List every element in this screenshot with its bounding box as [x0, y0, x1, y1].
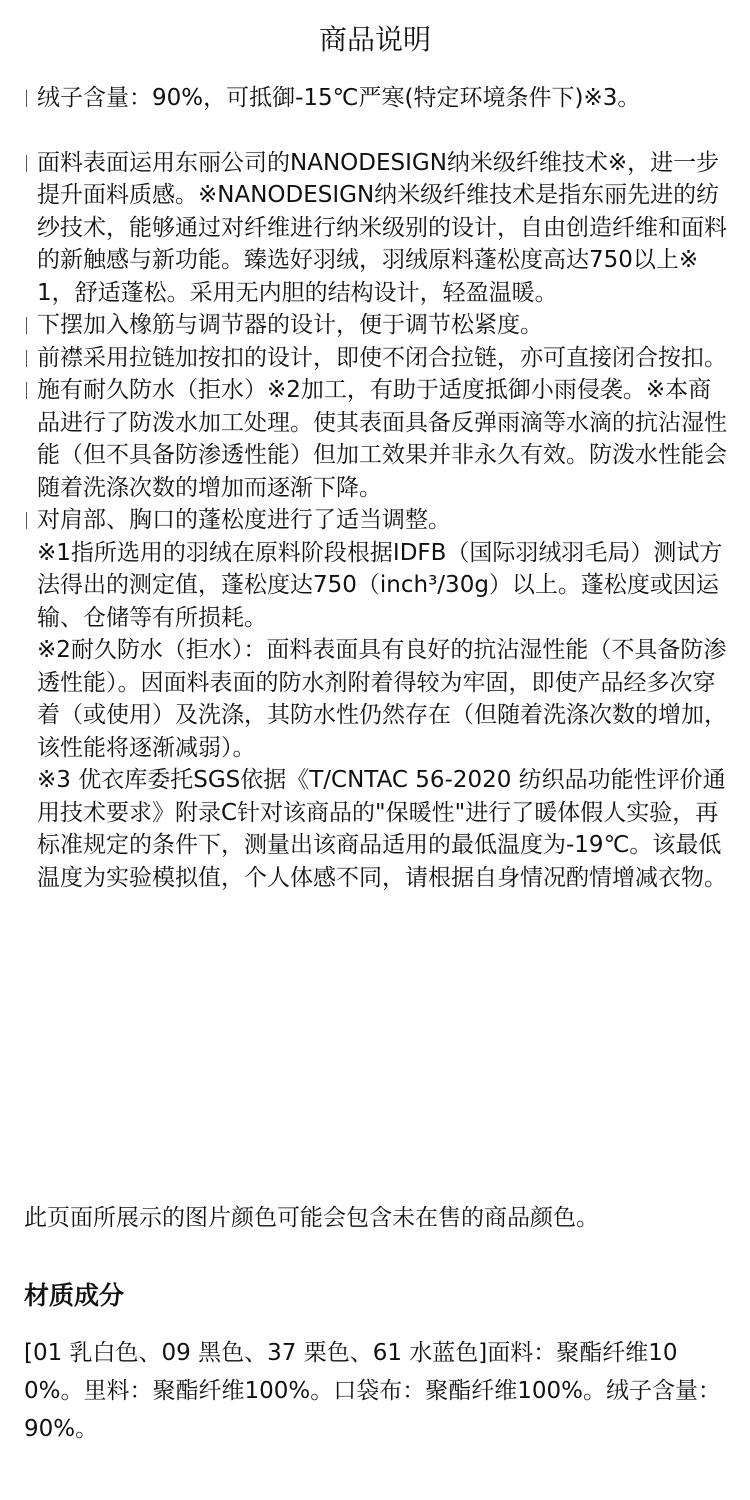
color-disclaimer: 此页面所展示的图片颜色可能会包含未在售的商品颜色。	[24, 1205, 599, 1231]
description-item-hem: 下摆加入橡筋与调节器的设计，便于调节松紧度。	[24, 309, 730, 342]
description-item-nanodesign: 面料表面运用东丽公司的NANODESIGN纳米级纤维技术※，进一步提升面料质感。※NANODESIGN纳米级纤维技术是指东丽先进的纺纱技术，能够通过对纤维进行纳米级别的设计，自由创造纤维和面料的新触感与新功能。臻选好羽绒，羽绒原料蓬松度高达750以上※1，舒适蓬松。采用无内胆的结构设计，轻盈温暖。	[24, 147, 730, 310]
paragraph-spacer	[24, 115, 730, 147]
footnote-1: ※1指所选用的羽绒在原料阶段根据IDFB（国际羽绒羽毛局）测试方法得出的测定值，蓬松度达750（inch³/30g）以上。蓬松度或因运输、仓储等有所损耗。	[37, 539, 723, 631]
description-item-water-repellent: 施有耐久防水（拒水）※2加工，有助于适度抵御小雨侵袭。※本商品进行了防泼水加工处理。使其表面具备反弹雨滴等水滴的抗沾湿性能（但不具备防渗透性能）但加工效果并非永久有效。防泼水性能会随着洗涤次数的增加而逐渐下降。	[24, 374, 730, 504]
footnote-3: ※3 优衣库委托SGS依据《T/CNTAC 56-2020 纺织品功能性评价通用技术要求》附录C针对该商品的"保暖性"进行了暖体假人实验，再标准规定的条件下，测量出该商品适用的最低温度为-19℃。该最低温度为实验模拟值，个人体感不同，请根据自身情况酌情增减衣物。	[37, 767, 727, 891]
material-section-title: 材质成分	[24, 1281, 125, 1310]
description-list	[24, 82, 730, 894]
page-title: 商品说明	[318, 23, 431, 56]
description-item-down-content: 绒子含量：90%，可抵御-15℃严寒(特定环境条件下)※3。	[24, 82, 730, 115]
footnote-2: ※2耐久防水（拒水）：面料表面具有良好的抗沾湿性能（不具备防渗透性能）。因面料表面的防水剂附着得较为牢固，即使产品经多次穿着（或使用）及洗涤，其防水性仍然存在（但随着洗涤次数的增加，该性能将逐渐减弱）。	[37, 637, 727, 761]
material-composition: [01 乳白色、09 黑色、37 栗色、61 水蓝色]面料：聚酯纤维100%。里料：聚酯纤维100%。口袋布：聚酯纤维100%。绒子含量：90%。	[24, 1340, 721, 1442]
description-item-front-placket: 前襟采用拉链加按扣的设计，即使不闭合拉链，亦可直接闭合按扣。	[24, 342, 730, 375]
description-item-loft-adjustment: 对肩部、胸口的蓬松度进行了适当调整。	[24, 504, 730, 537]
